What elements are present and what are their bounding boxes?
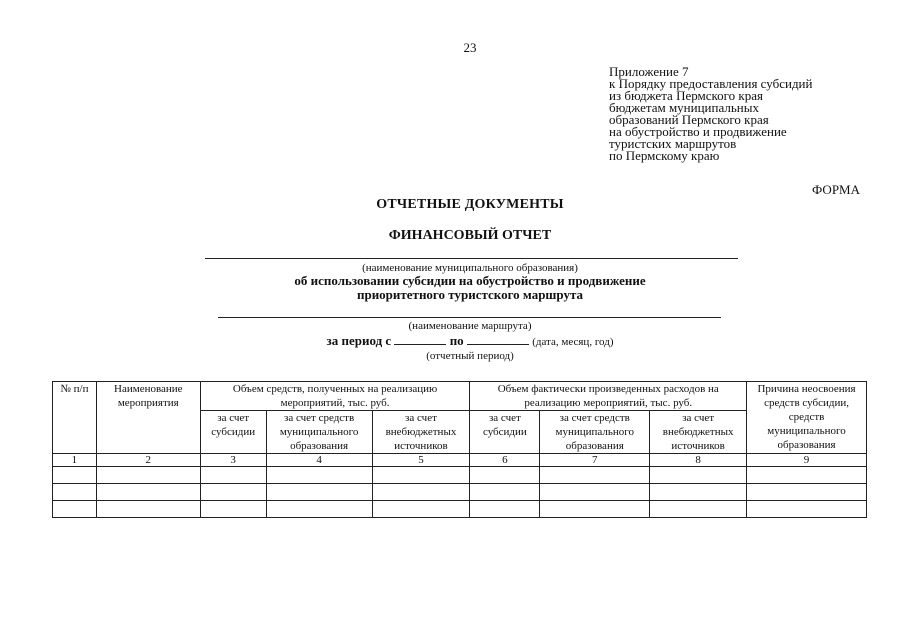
table-cell[interactable] xyxy=(96,467,200,484)
date-hint: (дата, месяц, год) xyxy=(532,336,614,348)
header-reason: Причина неосвоения средств субсидии, средств муниципального образования xyxy=(747,382,867,454)
table-cell[interactable] xyxy=(540,484,650,501)
header-received: Объем средств, полученных на реализацию мероприятий, тыс. руб. xyxy=(200,382,470,411)
table-cell[interactable] xyxy=(200,467,266,484)
period-to-label: по xyxy=(449,333,464,348)
period-from-field[interactable] xyxy=(394,334,446,345)
appendix-line: бюджетам муниципальных xyxy=(609,100,759,115)
table-cell[interactable] xyxy=(747,484,867,501)
table-cell[interactable] xyxy=(96,501,200,518)
table-cell[interactable] xyxy=(470,501,540,518)
municipality-caption: (наименование муниципального образования) xyxy=(362,262,578,274)
appendix-block xyxy=(609,66,812,162)
column-number: 7 xyxy=(540,454,650,467)
header-spent: Объем фактически произведенных расходов на реализацию мероприятий, тыс. руб. xyxy=(470,382,747,411)
table-cell[interactable] xyxy=(372,484,470,501)
document-title: ОТЧЕТНЫЕ ДОКУМЕНТЫ xyxy=(376,197,564,212)
appendix-line: к Порядку предоставления субсидий xyxy=(609,76,813,91)
period-to-field[interactable] xyxy=(467,334,529,345)
table-cell[interactable] xyxy=(470,484,540,501)
municipality-name-line xyxy=(205,258,738,259)
column-number: 5 xyxy=(372,454,470,467)
appendix-line: образований Пермского края xyxy=(609,112,769,127)
table-cell[interactable] xyxy=(650,484,747,501)
header-num: № п/п xyxy=(53,382,97,454)
column-number-row xyxy=(53,454,867,467)
subtitle-line-1: об использовании субсидии на обустройство и продвижение xyxy=(294,273,646,288)
column-number: 2 xyxy=(96,454,200,467)
table-cell[interactable] xyxy=(53,501,97,518)
table-cell[interactable] xyxy=(53,484,97,501)
table-cell[interactable] xyxy=(96,484,200,501)
table-row xyxy=(53,467,867,484)
header-name: Наименование мероприятия xyxy=(96,382,200,454)
table-header-row xyxy=(53,382,867,411)
period-line xyxy=(250,333,690,349)
subheader-municipal: за счет средств муниципального образования xyxy=(266,411,372,454)
subheader-municipal: за счет средств муниципального образования xyxy=(540,411,650,454)
column-number: 3 xyxy=(200,454,266,467)
appendix-line: из бюджета Пермского края xyxy=(609,88,764,103)
report-subtitle xyxy=(240,274,700,302)
column-number: 6 xyxy=(470,454,540,467)
form-label: ФОРМА xyxy=(812,182,860,197)
table-cell[interactable] xyxy=(372,467,470,484)
financial-report-table xyxy=(52,381,867,518)
table-cell[interactable] xyxy=(200,501,266,518)
table-cell[interactable] xyxy=(372,501,470,518)
column-number: 8 xyxy=(650,454,747,467)
table-cell[interactable] xyxy=(650,467,747,484)
table-cell[interactable] xyxy=(540,501,650,518)
column-number: 9 xyxy=(747,454,867,467)
subtitle-line-2: приоритетного туристского маршрута xyxy=(356,287,584,302)
table-cell[interactable] xyxy=(540,467,650,484)
table-cell[interactable] xyxy=(53,467,97,484)
route-caption: (наименование маршрута) xyxy=(408,320,532,332)
period-caption: (отчетный период) xyxy=(426,350,514,362)
table-row xyxy=(53,484,867,501)
route-name-line xyxy=(218,317,721,318)
appendix-line: на обустройство и продвижение xyxy=(609,124,787,139)
appendix-line: по Пермскому краю xyxy=(609,148,720,163)
subheader-extra: за счет внебюджетных источников xyxy=(372,411,470,454)
column-number: 4 xyxy=(266,454,372,467)
period-from-label: за период с xyxy=(326,333,392,348)
table-cell[interactable] xyxy=(747,501,867,518)
subheader-subsidy: за счет субсидии xyxy=(200,411,266,454)
table-cell[interactable] xyxy=(200,484,266,501)
table-cell[interactable] xyxy=(266,484,372,501)
table-cell[interactable] xyxy=(266,467,372,484)
appendix-line: туристских маршрутов xyxy=(609,136,737,151)
table-row xyxy=(53,501,867,518)
page-number: 23 xyxy=(463,40,477,55)
appendix-line: Приложение 7 xyxy=(609,64,689,79)
subheader-subsidy: за счет субсидии xyxy=(470,411,540,454)
report-title: ФИНАНСОВЫЙ ОТЧЕТ xyxy=(388,228,552,243)
table-cell[interactable] xyxy=(266,501,372,518)
subheader-extra: за счет внебюджетных источников xyxy=(650,411,747,454)
table-cell[interactable] xyxy=(470,467,540,484)
table-cell[interactable] xyxy=(747,467,867,484)
table-cell[interactable] xyxy=(650,501,747,518)
column-number: 1 xyxy=(53,454,97,467)
